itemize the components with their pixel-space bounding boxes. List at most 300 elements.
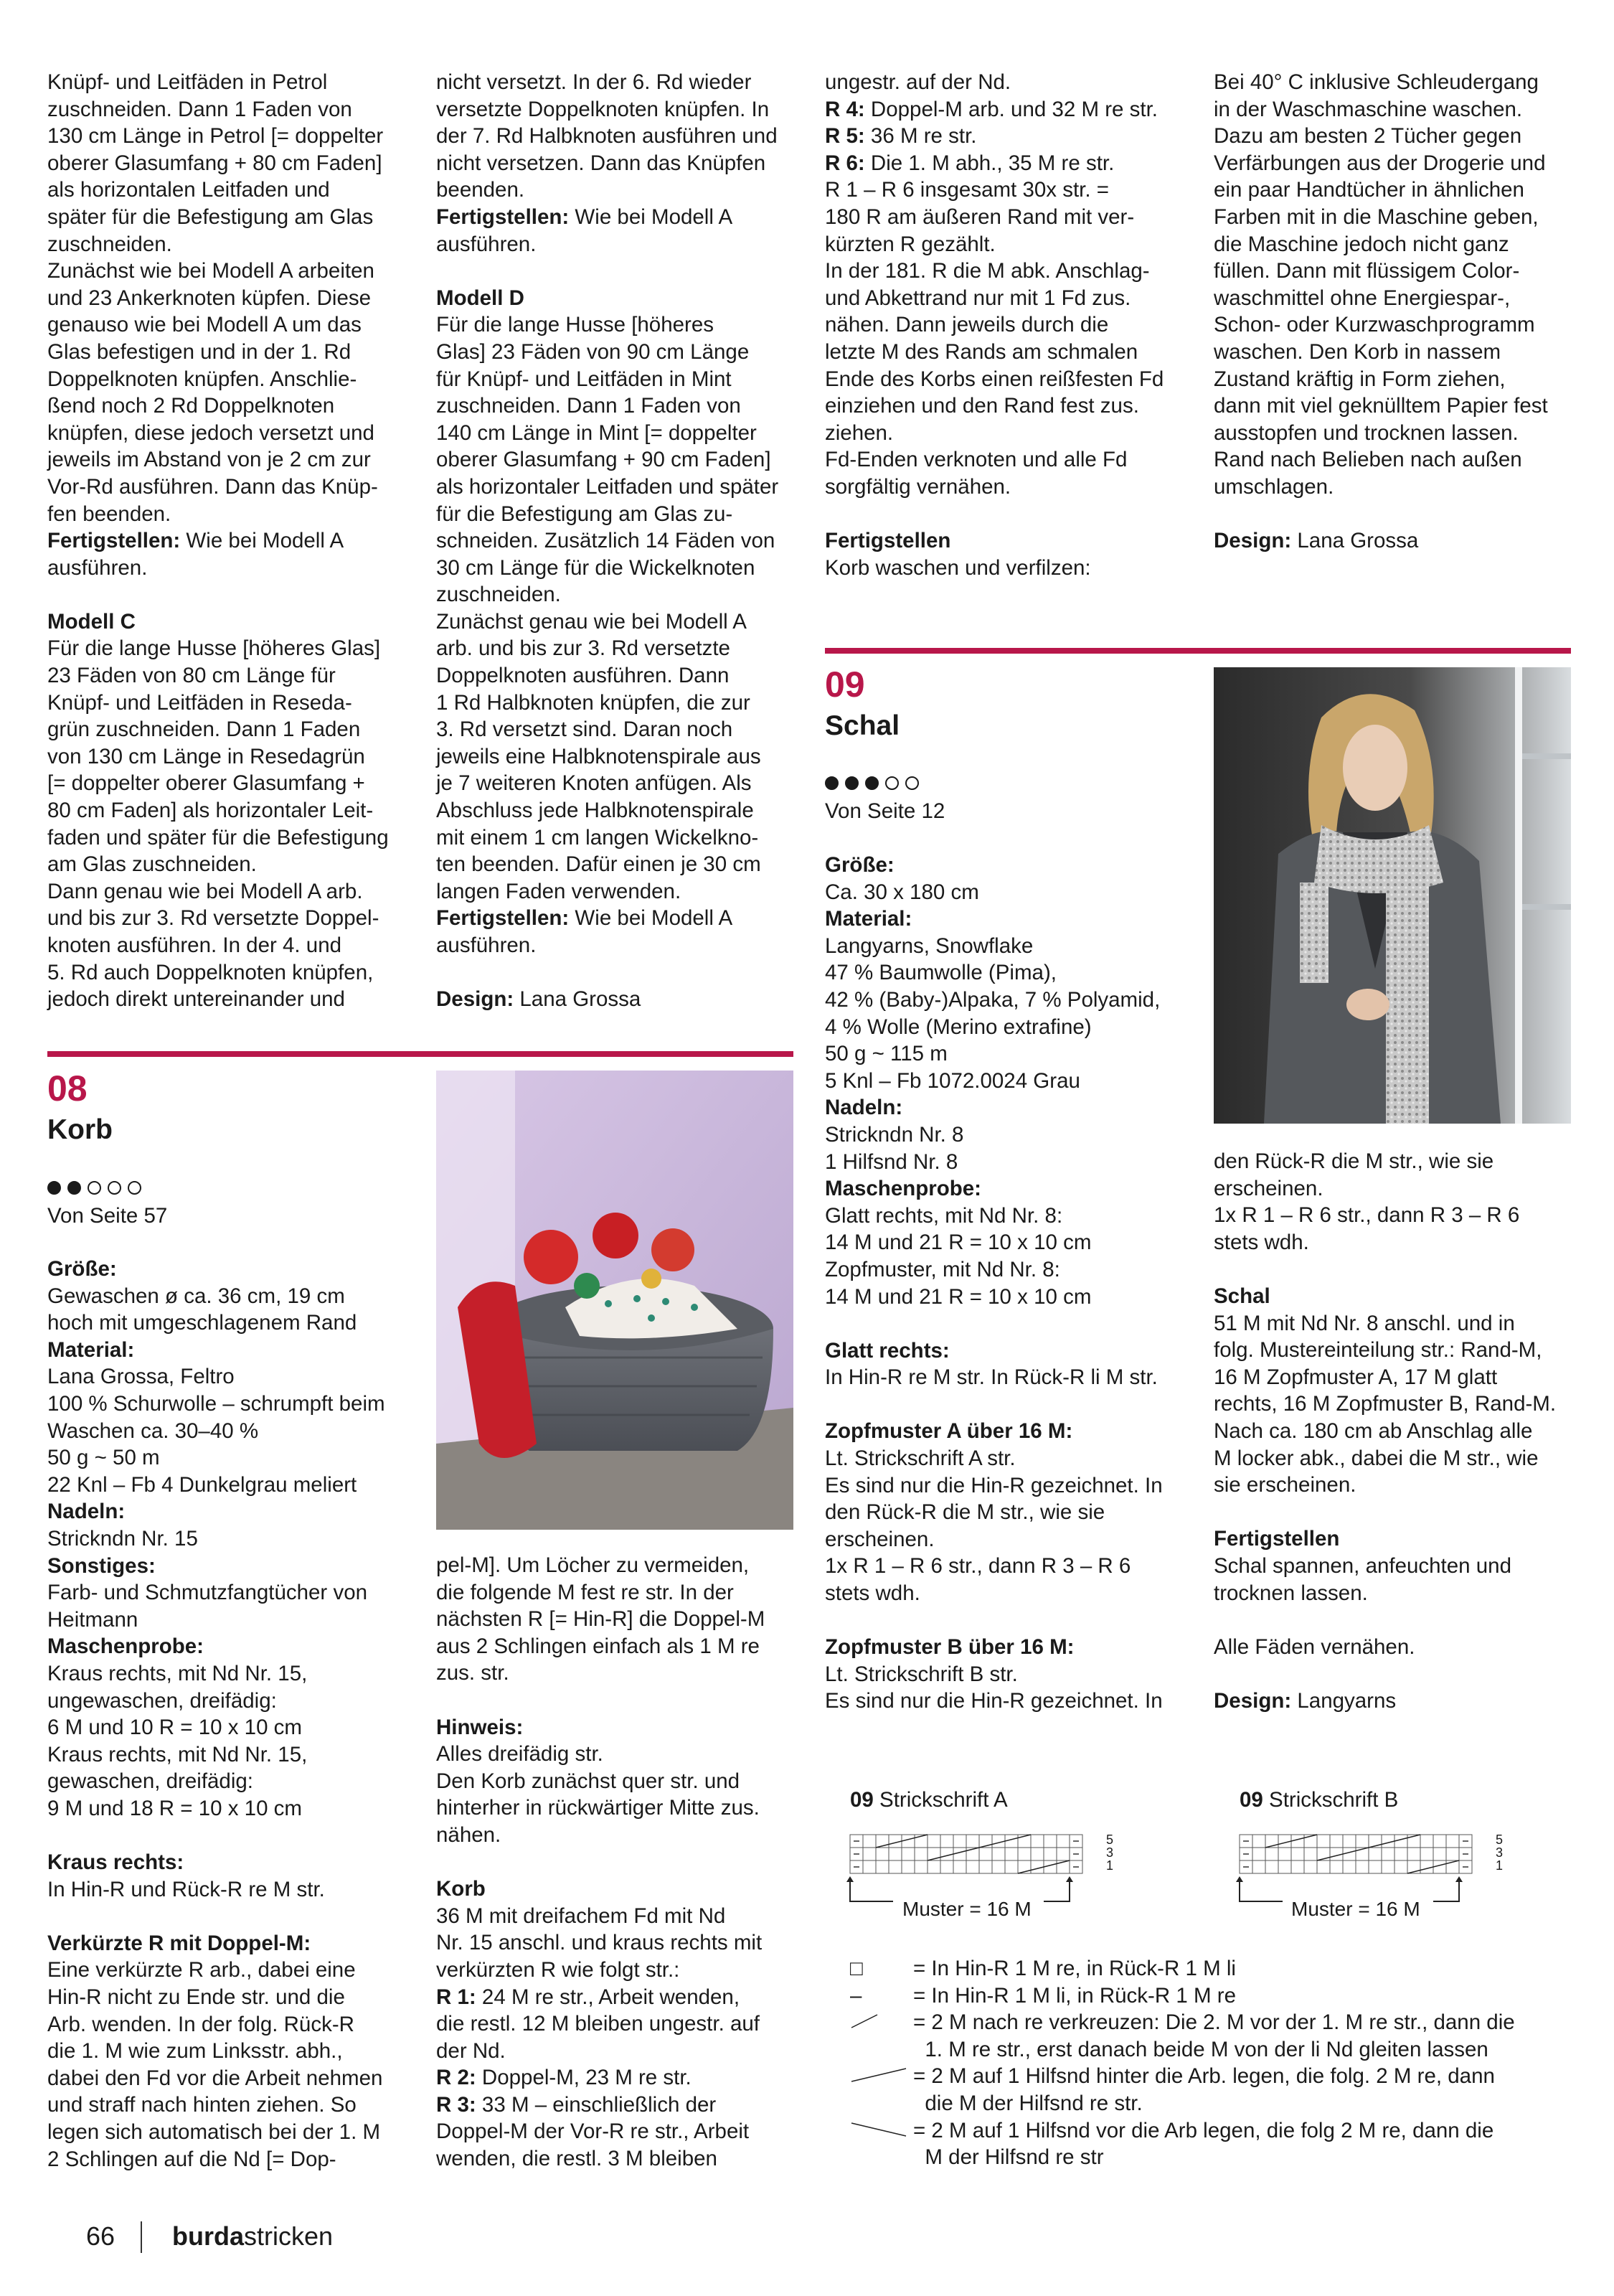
difficulty-dot-filled bbox=[67, 1181, 81, 1195]
text-line: 50 g ~ 115 m bbox=[825, 1042, 948, 1066]
text-line bbox=[47, 1553, 385, 1580]
bold-label: Größe: bbox=[825, 853, 895, 877]
text-line: sorgfältig vernähen. bbox=[825, 474, 1011, 499]
text-line: waschen. Den Korb in nassem bbox=[1214, 339, 1501, 364]
text-line: Verfärbungen aus der Drogerie und bbox=[1214, 151, 1546, 175]
column-1-top bbox=[47, 69, 389, 1013]
bold-label: Größe: bbox=[47, 1257, 117, 1281]
text-line bbox=[825, 123, 1164, 150]
text-line: einziehen und den Rand fest zus. bbox=[825, 394, 1139, 418]
text-line bbox=[1214, 1688, 1556, 1715]
text-line: der 7. Rd Halbknoten ausführen und bbox=[436, 124, 778, 149]
text-line: Heitmann bbox=[47, 1607, 138, 1632]
text-line bbox=[47, 1633, 385, 1660]
chart-cell bbox=[889, 1860, 902, 1873]
difficulty-dot-filled bbox=[825, 776, 839, 790]
text-line bbox=[436, 986, 778, 1013]
column-4-top bbox=[1214, 69, 1548, 555]
legend-symbol bbox=[850, 2117, 900, 2149]
chart-cell bbox=[1382, 1860, 1394, 1873]
text-line bbox=[436, 204, 778, 231]
text-line: Strickndn Nr. 8 bbox=[825, 1122, 964, 1147]
chart-cell bbox=[902, 1848, 915, 1860]
blank-line bbox=[1214, 1606, 1556, 1634]
text-line: langen Faden verwenden. bbox=[436, 879, 681, 903]
blank-line bbox=[1214, 1660, 1556, 1688]
text-line: versetzte Doppelknoten knüpfen. In bbox=[436, 97, 770, 121]
text-line: letzte M des Rands am schmalen bbox=[825, 339, 1138, 364]
text-line: 5 Knl – Fb 1072.0024 Grau bbox=[825, 1068, 1080, 1093]
text-line: den Rück-R die M str., wie sie bbox=[1214, 1149, 1494, 1173]
text-line: gewaschen, dreifädig: bbox=[47, 1769, 253, 1794]
text-line: stets wdh. bbox=[825, 1581, 920, 1606]
chart-cell bbox=[1278, 1860, 1291, 1873]
legend-symbol: – bbox=[850, 1983, 862, 2008]
text-line bbox=[1214, 1283, 1556, 1310]
text-line: zuschneiden. bbox=[47, 232, 172, 256]
chart-b-title: 09 Strickschrift B bbox=[1240, 1788, 1399, 1812]
text-line: als horizontaler Leitfaden und später bbox=[436, 474, 779, 499]
text-line: als horizontalen Leitfaden und bbox=[47, 178, 330, 202]
text-line: ausführen. bbox=[47, 555, 148, 580]
chart-cell bbox=[928, 1860, 940, 1873]
section-08-source: Von Seite 57 bbox=[47, 1204, 168, 1228]
text-line: den Rück-R die M str., wie sie bbox=[825, 1500, 1105, 1525]
chart-b-row-numbers: 5 3 1 bbox=[1495, 1832, 1503, 1873]
text-line bbox=[436, 905, 778, 932]
text-line: grün zuschneiden. Dann 1 Faden bbox=[47, 718, 361, 742]
text-line: für die Befestigung am Glas zu- bbox=[436, 502, 733, 526]
text-line: 5. Rd auch Doppelknoten knüpfen, bbox=[47, 960, 374, 984]
text-line bbox=[47, 1337, 385, 1364]
text-segment: Wie bei Modell A bbox=[569, 204, 733, 229]
text-line: [= doppelter oberer Glasumfang + bbox=[47, 771, 365, 796]
legend-symbol bbox=[850, 2063, 900, 2094]
chart-cell bbox=[876, 1848, 889, 1860]
text-line: 4 % Wolle (Merino extrafine) bbox=[825, 1015, 1092, 1039]
text-line: 2 Schlingen auf die Nd [= Dop- bbox=[47, 2147, 336, 2171]
bold-label: Fertigstellen: bbox=[47, 529, 181, 553]
bold-label: Glatt rechts: bbox=[825, 1338, 950, 1363]
text-line: ausführen. bbox=[436, 232, 537, 256]
text-line bbox=[47, 1256, 385, 1283]
difficulty-dot-empty bbox=[108, 1181, 121, 1195]
text-line: pel-M]. Um Löcher zu vermeiden, bbox=[436, 1553, 750, 1577]
text-line: In Hin-R und Rück-R re M str. bbox=[47, 1877, 325, 1901]
text-line: Schon- oder Kurzwaschprogramm bbox=[1214, 313, 1535, 337]
blank-line bbox=[436, 1687, 765, 1714]
chart-cell bbox=[979, 1848, 992, 1860]
bold-label: Sonstiges: bbox=[47, 1553, 156, 1578]
text-line: oberer Glasumfang + 90 cm Faden] bbox=[436, 448, 771, 472]
text-line: Dann genau wie bei Modell A arb. bbox=[47, 879, 363, 903]
text-line: 6 M und 10 R = 10 x 10 cm bbox=[47, 1716, 303, 1740]
text-line: schneiden. Zusätzlich 14 Fäden von bbox=[436, 529, 775, 553]
text-line: je 7 weiteren Knoten anfügen. Als bbox=[436, 771, 752, 796]
chart-cell bbox=[1420, 1835, 1433, 1848]
section-09-source: Von Seite 12 bbox=[825, 799, 945, 823]
bold-label: Design: bbox=[1214, 1688, 1292, 1713]
text-line bbox=[1214, 1525, 1556, 1553]
chart-cell bbox=[1044, 1848, 1057, 1860]
text-line: zus. str. bbox=[436, 1661, 509, 1685]
blank-line bbox=[825, 501, 1164, 528]
chart-cell bbox=[1252, 1835, 1265, 1848]
text-line: trocknen lassen. bbox=[1214, 1581, 1368, 1605]
section-08-number: 08 bbox=[47, 1068, 88, 1109]
legend-text: = 2 M auf 1 Hilfsnd hinter die Arb. legen, die folg. 2 M re, dann bbox=[913, 2064, 1495, 2089]
text-line bbox=[436, 1984, 765, 2011]
bold-label: Kraus rechts: bbox=[47, 1850, 184, 1875]
difficulty-dot-empty bbox=[905, 776, 919, 790]
chart-cell bbox=[1446, 1835, 1459, 1848]
legend-item bbox=[850, 2063, 1495, 2117]
text-line: verkürzten R wie folgt str.: bbox=[436, 1957, 680, 1982]
text-segment: Die 1. M abh., 35 M re str. bbox=[864, 151, 1115, 175]
text-line: Lt. Strickschrift B str. bbox=[825, 1662, 1018, 1686]
text-line bbox=[436, 2092, 765, 2119]
text-line: Für die lange Husse [höheres bbox=[436, 313, 714, 337]
chart-cell bbox=[1018, 1848, 1031, 1860]
legend-symbol: □ bbox=[850, 1957, 863, 1980]
text-line: Nach ca. 180 cm ab Anschlag alle bbox=[1214, 1418, 1533, 1443]
text-line: Den Korb zunächst quer str. und bbox=[436, 1769, 740, 1793]
text-segment: Lana Grossa bbox=[514, 987, 641, 1012]
text-line: 36 M mit dreifachem Fd mit Nd bbox=[436, 1904, 726, 1928]
text-line: die Maschine jedoch nicht ganz bbox=[1214, 232, 1509, 256]
legend-text: = In Hin-R 1 M li, in Rück-R 1 M re bbox=[913, 1983, 1236, 2008]
text-line bbox=[436, 2064, 765, 2092]
text-line: Es sind nur die Hin-R gezeichnet. In bbox=[825, 1473, 1163, 1497]
text-line bbox=[825, 1337, 1163, 1365]
text-line: 14 M und 21 R = 10 x 10 cm bbox=[825, 1284, 1092, 1309]
arrow-up-icon bbox=[846, 1876, 854, 1882]
text-line: Glatt rechts, mit Nd Nr. 8: bbox=[825, 1203, 1063, 1228]
legend-text: = 2 M nach re verkreuzen: Die 2. M vor der 1. M re str., dann die bbox=[913, 2010, 1515, 2035]
text-line: jedoch direkt untereinander und bbox=[47, 987, 345, 1012]
text-line: knoten ausführen. In der 4. und bbox=[47, 933, 342, 957]
text-line: die folgende M fest re str. In der bbox=[436, 1580, 734, 1604]
text-line: 22 Knl – Fb 4 Dunkelgrau meliert bbox=[47, 1472, 357, 1497]
text-line: Nr. 15 anschl. und kraus rechts mit bbox=[436, 1931, 763, 1955]
section-08-title: Korb bbox=[47, 1114, 113, 1145]
chart-cell bbox=[1394, 1860, 1407, 1873]
text-line bbox=[825, 905, 1163, 933]
text-line: ßend noch 2 Rd Doppelknoten bbox=[47, 394, 335, 418]
text-line: 80 cm Faden] als horizontaler Leit- bbox=[47, 799, 374, 823]
text-line: genauso wie bei Modell A um das bbox=[47, 313, 362, 337]
bold-label: R 2: bbox=[436, 2066, 476, 2090]
text-line: Glas befestigen und in der 1. Rd bbox=[47, 339, 351, 364]
chart-cell bbox=[1343, 1860, 1356, 1873]
chart-cell bbox=[1407, 1848, 1420, 1860]
text-line: dabei den Fd vor die Arbeit nehmen bbox=[47, 2066, 383, 2090]
text-line: Bei 40° C inklusive Schleudergang bbox=[1214, 70, 1539, 94]
text-line: legen sich automatisch bei der 1. M bbox=[47, 2120, 381, 2144]
text-line: 14 M und 21 R = 10 x 10 cm bbox=[825, 1231, 1092, 1255]
blank-line bbox=[436, 258, 778, 285]
text-line: M locker abk., dabei die M str., wie bbox=[1214, 1446, 1539, 1470]
text-line: ten beenden. Dafür einen je 30 cm bbox=[436, 852, 761, 877]
footer-divider bbox=[141, 2221, 142, 2253]
bold-label: Material: bbox=[47, 1337, 135, 1362]
text-line: 1 Hilfsnd Nr. 8 bbox=[825, 1149, 958, 1174]
bold-label: Nadeln: bbox=[47, 1500, 126, 1524]
chart-cell bbox=[1265, 1860, 1278, 1873]
legend-text: 1. M re str., erst danach beide M von der li Nd gleiten lassen bbox=[913, 2037, 1488, 2061]
chart-a-title: 09 Strickschrift A bbox=[850, 1788, 1008, 1812]
text-line: folg. Mustereinteilung str.: Rand-M, bbox=[1214, 1338, 1542, 1363]
text-line: beenden. bbox=[436, 178, 525, 202]
text-line: rechts, 16 M Zopfmuster B, Rand-M. bbox=[1214, 1392, 1557, 1416]
text-line: Korb waschen und verfilzen: bbox=[825, 555, 1091, 580]
section-08-rule bbox=[47, 1051, 793, 1057]
section-08-column-1 bbox=[47, 1256, 385, 2173]
chart-cell bbox=[953, 1860, 966, 1873]
blank-line bbox=[47, 1903, 385, 1930]
section-09-difficulty bbox=[825, 776, 919, 790]
text-line: Farben mit in die Maschine geben, bbox=[1214, 204, 1539, 229]
text-line: Strickndn Nr. 15 bbox=[47, 1526, 198, 1551]
blank-line bbox=[1214, 501, 1548, 528]
text-line: knüpfen, diese jedoch versetzt und bbox=[47, 420, 374, 445]
section-09-rule bbox=[825, 648, 1571, 654]
text-line: ungewaschen, dreifädig: bbox=[47, 1688, 277, 1713]
text-line: Doppelknoten ausführen. Dann bbox=[436, 664, 730, 688]
bold-label: Schal bbox=[1214, 1284, 1270, 1308]
section-09-column-1 bbox=[825, 852, 1163, 1715]
chart-cell bbox=[1330, 1835, 1343, 1848]
bold-label: Maschenprobe: bbox=[825, 1177, 982, 1201]
blank-line bbox=[1214, 1256, 1556, 1283]
text-line bbox=[825, 1175, 1163, 1203]
text-line: Fd-Enden verknoten und alle Fd bbox=[825, 448, 1128, 472]
bold-label: Modell D bbox=[436, 286, 524, 310]
chart-cell bbox=[863, 1848, 876, 1860]
chart-cell bbox=[915, 1860, 928, 1873]
text-segment: 33 M – einschließlich der bbox=[476, 2092, 717, 2117]
chart-cell bbox=[1317, 1835, 1330, 1848]
chart-cell bbox=[863, 1835, 876, 1848]
chart-cell bbox=[1291, 1860, 1304, 1873]
legend-item bbox=[850, 2009, 1515, 2063]
text-line: Schal spannen, anfeuchten und bbox=[1214, 1553, 1511, 1578]
chart-cell bbox=[1265, 1848, 1278, 1860]
text-line: In der 181. R die M abk. Anschlag- bbox=[825, 259, 1150, 283]
difficulty-dot-empty bbox=[128, 1181, 141, 1195]
chart-cell bbox=[1252, 1848, 1265, 1860]
text-line: hinterher in rückwärtiger Mitte zus. bbox=[436, 1796, 760, 1820]
bold-label: Zopfmuster A über 16 M: bbox=[825, 1419, 1073, 1444]
text-line: aus 2 Schlingen einfach als 1 M re bbox=[436, 1634, 760, 1658]
text-line: 130 cm Länge in Petrol [= doppelter bbox=[47, 124, 384, 149]
text-line: umschlagen. bbox=[1214, 474, 1334, 499]
chart-cell bbox=[1005, 1848, 1018, 1860]
text-line bbox=[825, 1418, 1163, 1445]
text-line: dann mit viel geknülltem Papier fest bbox=[1214, 394, 1548, 418]
text-line: Doppelknoten knüpfen. Anschlie- bbox=[47, 367, 357, 391]
text-line: Hin-R nicht zu Ende str. und die bbox=[47, 1985, 345, 2010]
text-line: ein paar Handtücher in ähnlichen bbox=[1214, 178, 1524, 202]
text-line: Kraus rechts, mit Nd Nr. 15, bbox=[47, 1742, 308, 1766]
chart-cell bbox=[889, 1848, 902, 1860]
bold-label: Fertigstellen bbox=[825, 529, 951, 553]
text-line: mit einem 1 cm langen Wickelkno- bbox=[436, 825, 759, 850]
text-segment: 24 M re str., Arbeit wenden, bbox=[476, 1985, 740, 2009]
text-line: R 1 – R 6 insgesamt 30x str. = bbox=[825, 178, 1109, 202]
arrow-up-icon bbox=[1236, 1876, 1243, 1882]
chart-cell bbox=[1356, 1860, 1369, 1873]
text-line: füllen. Dann mit flüssigem Color- bbox=[1214, 259, 1520, 283]
text-line bbox=[825, 96, 1164, 123]
text-line: 1x R 1 – R 6 str., dann R 3 – R 6 bbox=[825, 1554, 1131, 1578]
blank-line bbox=[825, 1391, 1163, 1418]
chart-cell bbox=[940, 1860, 953, 1873]
difficulty-dot-empty bbox=[885, 776, 899, 790]
text-line: die restl. 12 M bleiben ungestr. auf bbox=[436, 2012, 760, 2036]
chart-cell bbox=[928, 1835, 940, 1848]
chart-cell bbox=[992, 1860, 1005, 1873]
text-line: 1x R 1 – R 6 str., dann R 3 – R 6 bbox=[1214, 1203, 1520, 1228]
section-08-column-2 bbox=[436, 1552, 765, 2173]
text-line: und 23 Ankerknoten küpfen. Diese bbox=[47, 286, 372, 310]
text-line: 1 Rd Halbknoten knüpfen, die zur bbox=[436, 690, 750, 715]
text-line: nicht versetzen. Dann das Knüpfen bbox=[436, 151, 766, 175]
chart-cell bbox=[1044, 1835, 1057, 1848]
bold-label: Maschenprobe: bbox=[47, 1634, 204, 1659]
text-line: faden und später für die Befestigung bbox=[47, 825, 389, 850]
chart-a-repeat-label: Muster = 16 M bbox=[902, 1898, 1032, 1920]
text-line: 50 g ~ 50 m bbox=[47, 1446, 160, 1470]
text-line: ausstopfen und trocknen lassen. bbox=[1214, 420, 1519, 445]
legend-text: M der Hilfsnd re str bbox=[913, 2145, 1104, 2170]
arrow-up-icon bbox=[1066, 1876, 1073, 1882]
text-line bbox=[436, 1714, 765, 1741]
text-line: In Hin-R re M str. In Rück-R li M str. bbox=[825, 1365, 1158, 1390]
chart-cell bbox=[1369, 1848, 1382, 1860]
text-line: die 1. M wie zum Linksstr. abh., bbox=[47, 2039, 343, 2064]
text-line: Doppel-M der Vor-R re str., Arbeit bbox=[436, 2119, 750, 2144]
bold-label: Zopfmuster B über 16 M: bbox=[825, 1635, 1075, 1660]
text-line: Arb. wenden. In der folg. Rück-R bbox=[47, 2012, 354, 2036]
chart-cell bbox=[1343, 1835, 1356, 1848]
section-08-difficulty bbox=[47, 1181, 141, 1195]
text-line: Ca. 30 x 180 cm bbox=[825, 880, 979, 904]
text-line: 3. Rd versetzt sind. Daran noch bbox=[436, 718, 733, 742]
text-line: 51 M mit Nd Nr. 8 anschl. und in bbox=[1214, 1311, 1515, 1335]
text-line: und bis zur 3. Rd versetzte Doppel- bbox=[47, 906, 379, 931]
text-line: ausführen. bbox=[436, 933, 537, 957]
bold-label: Verkürzte R mit Doppel-M: bbox=[47, 1931, 311, 1955]
scarf-photo bbox=[1214, 667, 1571, 1124]
text-line: 180 R am äußeren Rand mit ver- bbox=[825, 204, 1135, 229]
brand-logo: burdastricken bbox=[172, 2221, 334, 2251]
text-segment: Wie bei Modell A bbox=[180, 529, 344, 553]
text-line: 23 Fäden von 80 cm Länge für bbox=[47, 664, 336, 688]
bold-label: Hinweis: bbox=[436, 1715, 524, 1739]
text-segment: Wie bei Modell A bbox=[569, 906, 733, 931]
legend-item bbox=[850, 1955, 1236, 1982]
chart-cell bbox=[953, 1835, 966, 1848]
text-line: erscheinen. bbox=[1214, 1176, 1323, 1200]
text-line: Lt. Strickschrift A str. bbox=[825, 1446, 1016, 1471]
bold-label: Design: bbox=[436, 987, 514, 1012]
blank-line bbox=[1214, 1499, 1556, 1526]
chart-cell bbox=[915, 1848, 928, 1860]
blank-line bbox=[47, 1822, 385, 1849]
text-line bbox=[825, 1094, 1163, 1121]
text-line: Waschen ca. 30–40 % bbox=[47, 1418, 259, 1443]
text-line: Vor-Rd ausführen. Dann das Knüp- bbox=[47, 474, 378, 499]
text-line: ziehen. bbox=[825, 420, 894, 445]
column-3-top bbox=[825, 69, 1164, 581]
text-line: Kraus rechts, mit Nd Nr. 15, bbox=[47, 1661, 308, 1685]
text-line: Zunächst wie bei Modell A arbeiten bbox=[47, 259, 374, 283]
text-line: 16 M Zopfmuster A, 17 M glatt bbox=[1214, 1365, 1498, 1389]
text-line: ungestr. auf der Nd. bbox=[825, 70, 1011, 94]
text-line bbox=[825, 150, 1164, 177]
text-line bbox=[47, 608, 389, 636]
arrow-up-icon bbox=[1455, 1876, 1463, 1882]
chart-cell bbox=[902, 1860, 915, 1873]
bold-label: Fertigstellen: bbox=[436, 906, 570, 931]
chart-cell bbox=[1057, 1835, 1070, 1848]
chart-cell bbox=[1356, 1835, 1369, 1848]
chart-cell bbox=[876, 1860, 889, 1873]
bold-label: Korb bbox=[436, 1877, 486, 1901]
chart-cell bbox=[863, 1860, 876, 1873]
chart-cell bbox=[1446, 1848, 1459, 1860]
chart-cell bbox=[1433, 1848, 1446, 1860]
blank-line bbox=[436, 1849, 765, 1876]
text-line: Dazu am besten 2 Tücher gegen bbox=[1214, 124, 1522, 149]
bold-label: R 4: bbox=[825, 97, 865, 121]
text-line: und Abkettrand nur mit 1 Fd zus. bbox=[825, 286, 1131, 310]
text-segment: Doppel-M arb. und 32 M re str. bbox=[864, 97, 1158, 121]
legend-text: = 2 M auf 1 Hilfsnd vor die Arb legen, die folg 2 M re, dann die bbox=[913, 2118, 1494, 2142]
text-line: Es sind nur die Hin-R gezeichnet. In bbox=[825, 1689, 1163, 1713]
text-line: nächsten R [= Hin-R] die Doppel-M bbox=[436, 1607, 765, 1632]
text-line: Alles dreifädig str. bbox=[436, 1742, 603, 1766]
chart-cell bbox=[1382, 1848, 1394, 1860]
text-segment: Lana Grossa bbox=[1291, 529, 1419, 553]
text-line: 42 % (Baby-)Alpaka, 7 % Polyamid, bbox=[825, 987, 1161, 1012]
blank-line bbox=[825, 1310, 1163, 1337]
text-line: nähen. Dann jeweils durch die bbox=[825, 313, 1109, 337]
bold-label: Material: bbox=[825, 907, 912, 931]
chart-cell bbox=[1304, 1848, 1317, 1860]
difficulty-dot-filled bbox=[845, 776, 859, 790]
chart-cell bbox=[1304, 1860, 1317, 1873]
text-line: in der Waschmaschine waschen. bbox=[1214, 97, 1523, 121]
chart-cell bbox=[1433, 1835, 1446, 1848]
bold-label: Fertigstellen bbox=[1214, 1527, 1340, 1551]
text-line: und straff nach hinten ziehen. So bbox=[47, 2093, 357, 2117]
basket-photo bbox=[436, 1071, 793, 1530]
text-line bbox=[47, 1849, 385, 1876]
difficulty-dot-empty bbox=[88, 1181, 101, 1195]
text-line bbox=[47, 527, 389, 555]
text-segment: 36 M re str. bbox=[864, 124, 977, 149]
text-line: Gewaschen ø ca. 36 cm, 19 cm bbox=[47, 1284, 345, 1308]
text-line: Farb- und Schmutzfangtücher von bbox=[47, 1581, 368, 1605]
text-line bbox=[825, 1634, 1163, 1661]
text-line: zuschneiden. Dann 1 Faden von bbox=[47, 97, 352, 121]
section-09-number: 09 bbox=[825, 664, 865, 705]
legend-symbol bbox=[850, 2009, 900, 2041]
chart-a-row-numbers: 5 3 1 bbox=[1105, 1832, 1113, 1873]
text-line: von 130 cm Länge in Resedagrün bbox=[47, 744, 365, 768]
